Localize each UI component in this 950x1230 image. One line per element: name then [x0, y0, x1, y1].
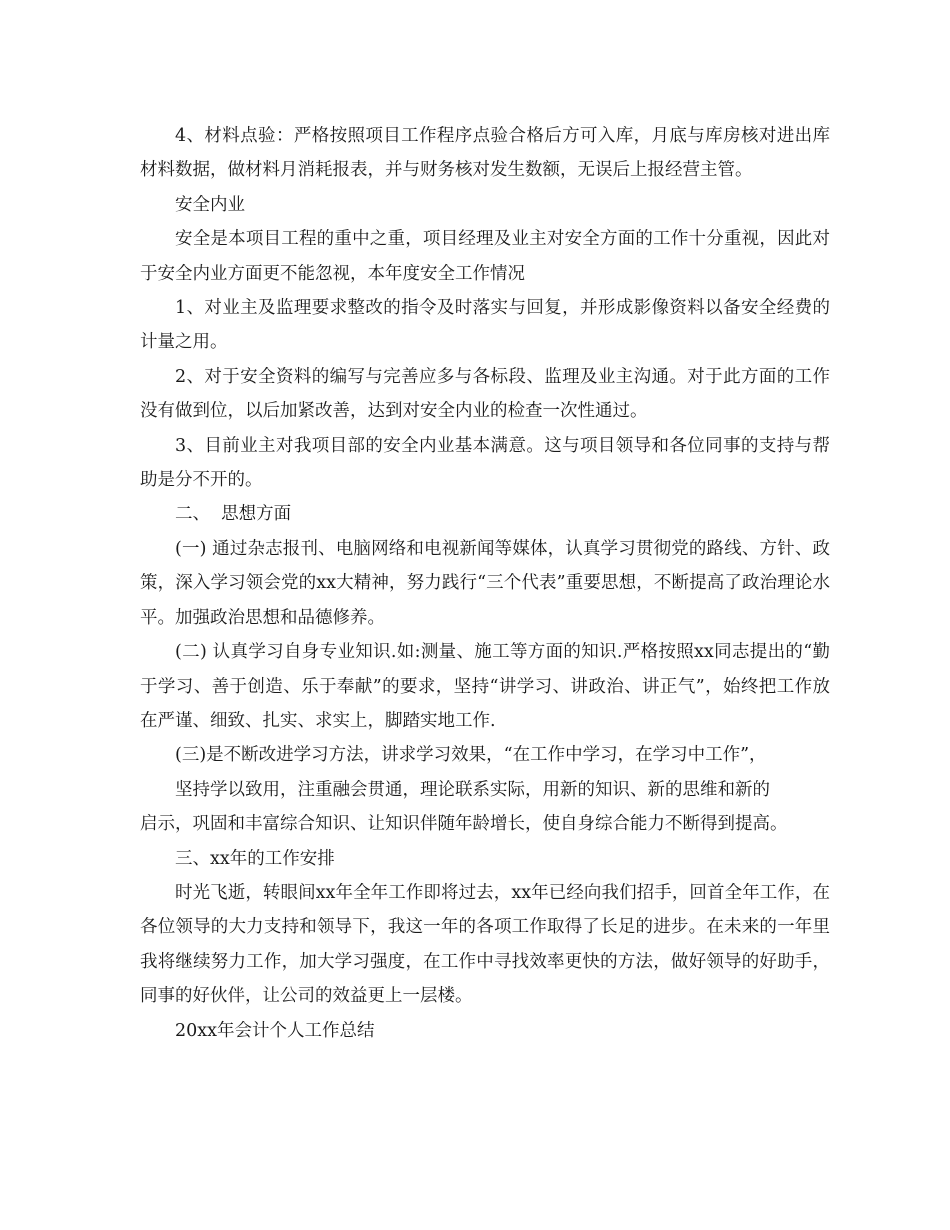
paragraph-safety-intro: 安全是本项目工程的重中之重，项目经理及业主对安全方面的工作十分重视，因此对于安全内业方面更不能忽视，本年度安全工作情况: [140, 229, 830, 284]
document-title-footer: 20xx年会计个人工作总结: [175, 1020, 375, 1041]
paragraph-material-inspection: 4、材料点验：严格按照项目工作程序点验合格后方可入库，月底与库房核对进出库材料数据，做材料月消耗报表，并与财务核对发生数额，无误后上报经营主管。: [140, 126, 830, 181]
paragraph-work-plan: 时光飞逝，转眼间xx年全年工作即将过去，xx年已经向我们招手，回首全年工作，在各位领导的大力支持和领导下，我这一年的各项工作取得了长足的进步。在未来的一年里我将继续努力工作，加大学习强度，在工作中寻找效率更快的方法，做好领导的好助手，同事的好伙伴，让公司的效益更上一层楼。: [140, 882, 830, 1007]
heading-ideology: 二、 思想方面: [175, 504, 292, 525]
paragraph-safety-item-1: 1、对业主及监理要求整改的指令及时落实与回复，并形成影像资料以备安全经费的计量之用。: [140, 298, 830, 353]
paragraph-ideology-item-3-line-2: 坚持学以致用，注重融会贯通，理论联系实际，用新的知识、新的思维和新的: [175, 779, 770, 800]
heading-safety-internal: 安全内业: [175, 194, 245, 215]
paragraph-safety-item-2: 2、对于安全资料的编写与完善应多与各标段、监理及业主沟通。对于此方面的工作没有做到位，以后加紧改善，达到对安全内业的检查一次性通过。: [140, 366, 830, 422]
paragraph-ideology-item-3: (三)是不断改进学习方法，讲求学习效果，“在工作中学习，在学习中工作”，: [175, 745, 767, 766]
paragraph-safety-item-3: 3、目前业主对我项目部的安全内业基本满意。这与项目领导和各位同事的支持与帮助是分不开的。: [140, 435, 830, 491]
document-body: [140, 119, 830, 1048]
heading-work-plan: 三、xx年的工作安排: [175, 848, 335, 869]
paragraph-ideology-item-2: (二) 认真学习自身专业知识.如:测量、施工等方面的知识.严格按照xx同志提出的“勤于学习、善于创造、乐于奉献”的要求，坚持“讲学习、讲政治、讲正气”，始终把工作放在严谨、细致、扎实、求实上，脚踏实地工作.: [140, 642, 830, 731]
paragraph-ideology-item-3-line-3: 启示，巩固和丰富综合知识、让知识伴随年龄增长，使自身综合能力不断得到提高。: [140, 814, 788, 835]
paragraph-ideology-item-1: (一) 通过杂志报刊、电脑网络和电视新闻等媒体，认真学习贯彻党的路线、方针、政策，深入学习领会党的xx大精神，努力践行“三个代表”重要思想，不断提高了政治理论水平。加强政治思想和品德修养。: [140, 538, 830, 628]
